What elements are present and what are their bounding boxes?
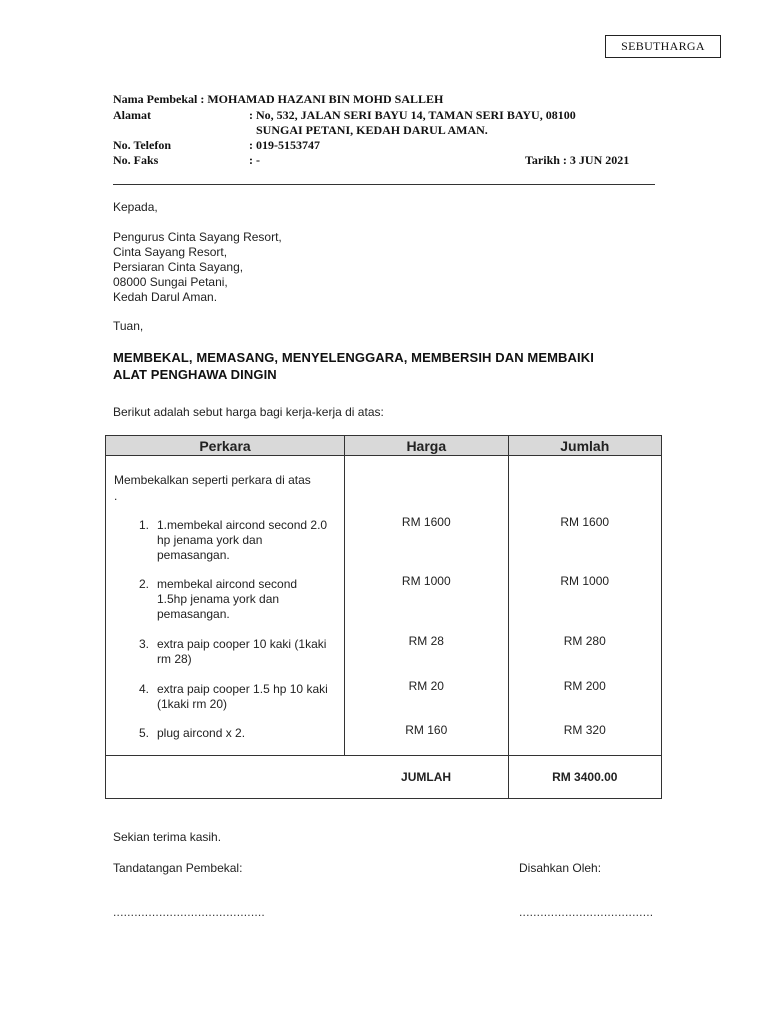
item-total: RM 320 xyxy=(563,723,606,737)
intro-text: Berikut adalah sebut harga bagi kerja-kerja di atas: xyxy=(113,405,384,419)
signature-line-supplier: ........................................... xyxy=(113,905,265,919)
subject-heading-line-1: MEMBEKAL, MEMASANG, MENYELENGGARA, MEMBERSIH DAN MEMBAIKI xyxy=(113,350,594,365)
supplier-name-label: Nama Pembekal : xyxy=(113,92,205,106)
item-line: pemasangan. xyxy=(157,548,230,562)
subject-heading-line-2: ALAT PENGHAWA DINGIN xyxy=(113,367,277,382)
item-number: 5. xyxy=(138,726,149,740)
document-type-box: SEBUTHARGA xyxy=(605,35,721,58)
item-price: RM 20 xyxy=(408,679,444,693)
total-row xyxy=(106,756,662,799)
subject-heading xyxy=(113,349,594,383)
signature-supplier-label: Tandatangan Pembekal: xyxy=(113,861,243,875)
signature-line-approver: ...................................... xyxy=(519,905,654,919)
header-perkara: Perkara xyxy=(106,436,345,456)
item-price: RM 160 xyxy=(405,723,448,737)
item-line: pemasangan. xyxy=(157,607,230,621)
total-empty-cell xyxy=(106,756,345,799)
items-intro-dot: . xyxy=(114,489,118,503)
table-header-row xyxy=(106,436,662,456)
item-price: RM 1000 xyxy=(401,574,451,588)
phone-label: No. Telefon xyxy=(113,138,172,152)
item-total: RM 200 xyxy=(563,679,606,693)
items-intro: Membekalkan seperti perkara di atas xyxy=(114,473,311,487)
signature-approved-label: Disahkan Oleh: xyxy=(519,861,602,875)
items-row xyxy=(106,456,662,756)
item-description xyxy=(157,682,342,712)
quotation-table xyxy=(105,435,662,799)
item-line: extra paip cooper 1.5 hp 10 kaki xyxy=(157,682,328,696)
item-price: RM 28 xyxy=(408,634,444,648)
item-number: 3. xyxy=(138,637,149,651)
document-date: Tarikh : 3 JUN 2021 xyxy=(525,153,630,167)
items-price-cell xyxy=(345,456,508,756)
supplier-name: MOHAMAD HAZANI BIN MOHD SALLEH xyxy=(207,92,444,106)
closing-text: Sekian terima kasih. xyxy=(113,830,222,844)
item-line: hp jenama york dan xyxy=(157,533,263,547)
item-line: (1kaki rm 20) xyxy=(157,697,228,711)
item-description xyxy=(157,577,342,622)
item-description xyxy=(157,726,342,741)
items-description-cell xyxy=(106,456,345,756)
item-line: membekal aircond second xyxy=(157,577,298,591)
recipient-line: Cinta Sayang Resort, xyxy=(113,245,228,259)
total-label: JUMLAH xyxy=(345,756,508,799)
item-line: 1.5hp jenama york dan xyxy=(157,592,280,606)
header-divider xyxy=(113,184,655,185)
item-number: 1. xyxy=(138,518,149,532)
recipient-line: Pengurus Cinta Sayang Resort, xyxy=(113,230,282,244)
header-jumlah: Jumlah xyxy=(508,436,662,456)
item-line: plug aircond x 2. xyxy=(157,726,246,740)
item-line: rm 28) xyxy=(157,652,192,666)
item-total: RM 1000 xyxy=(560,574,610,588)
item-total: RM 280 xyxy=(563,634,606,648)
salutation: Tuan, xyxy=(113,319,144,333)
total-value: RM 3400.00 xyxy=(508,756,662,799)
item-total: RM 1600 xyxy=(560,515,610,529)
address-line-1: : No, 532, JALAN SERI BAYU 14, TAMAN SERI BAYU, 08100 xyxy=(249,108,576,122)
items-total-cell xyxy=(508,456,662,756)
item-number: 2. xyxy=(138,577,149,591)
recipient-line: Persiaran Cinta Sayang, xyxy=(113,260,244,274)
greeting-to: Kepada, xyxy=(113,200,158,214)
item-line: 1.membekal aircond second 2.0 xyxy=(157,518,328,532)
recipient-line: Kedah Darul Aman. xyxy=(113,290,218,304)
fax-value: : - xyxy=(249,153,260,167)
item-price: RM 1600 xyxy=(401,515,451,529)
item-description xyxy=(157,518,342,563)
item-number: 4. xyxy=(138,682,149,696)
address-label: Alamat xyxy=(113,108,151,122)
phone-value: : 019-5153747 xyxy=(249,138,320,152)
header-harga: Harga xyxy=(345,436,508,456)
item-line: extra paip cooper 10 kaki (1kaki xyxy=(157,637,327,651)
fax-label: No. Faks xyxy=(113,153,159,167)
recipient-line: 08000 Sungai Petani, xyxy=(113,275,228,289)
recipient-address xyxy=(113,230,282,305)
address-line-2: SUNGAI PETANI, KEDAH DARUL AMAN. xyxy=(256,123,488,137)
item-description xyxy=(157,637,342,667)
